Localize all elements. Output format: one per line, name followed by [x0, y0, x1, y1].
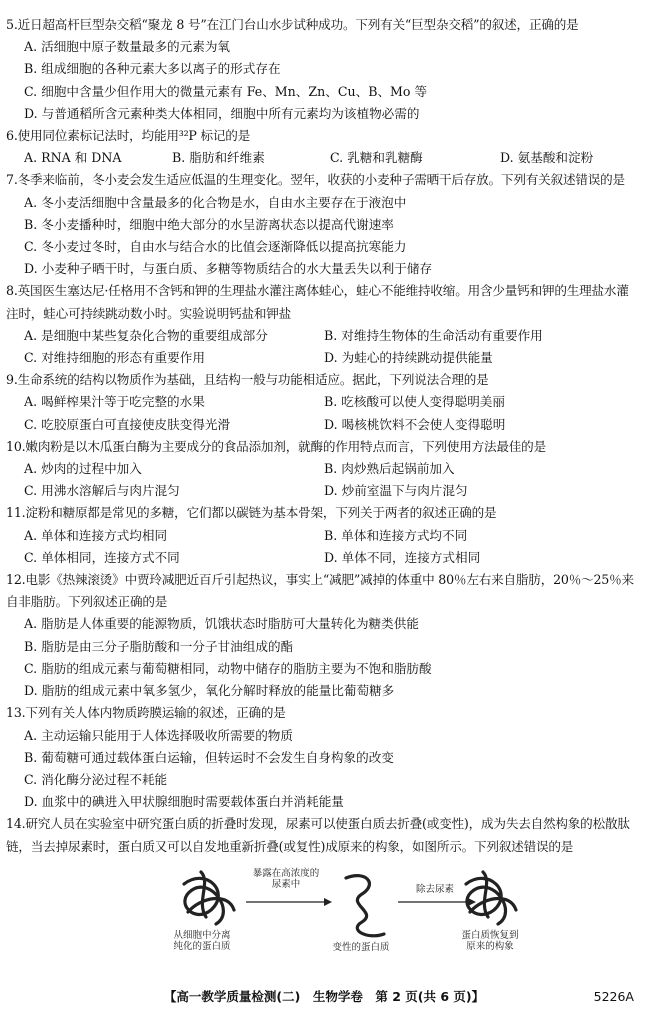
- option-a: A. 主动运输只能用于人体选择吸收所需要的物质: [24, 727, 293, 743]
- option-c: C. 吃胶原蛋白可直接使皮肤变得光滑: [24, 416, 231, 432]
- question-11: [6, 502, 638, 569]
- label-remove-urea: 除去尿素: [415, 883, 454, 895]
- option-b: B. 吃核酸可以使人变得聪明美丽: [324, 394, 505, 410]
- option-row: [6, 391, 638, 413]
- question-stem: 5.近日超高杆巨型杂交稻“聚龙 8 号”在江门台山水步试种成功。下列有关“巨型杂交稻”的叙述，正确的是: [6, 17, 579, 32]
- refolded-protein-right: [466, 872, 516, 924]
- option-a: A. 活细胞中原子数量最多的元素为氧: [24, 39, 231, 55]
- question-14: [6, 813, 638, 857]
- option-row: [6, 347, 638, 369]
- question-stem: 6.使用同位素标记法时，均能用³²P 标记的是: [6, 128, 251, 144]
- arrow-2-head: [468, 898, 476, 906]
- question-stem: 12.电影《热辣滚烫》中贾玲减肥近百斤引起热议，事实上“减肥”减掉的体重中 80％左右来自脂肪，20％～25％来自非脂肪。下列叙述正确的是: [6, 572, 634, 610]
- option-d: D. 与普通稻所含元素种类大体相同，细胞中所有元素均为该植物必需的: [24, 105, 420, 121]
- folded-protein-left: [184, 872, 234, 924]
- option-c: C. 用沸水溶解后与肉片混匀: [24, 483, 180, 499]
- option-c: C. 消化酶分泌过程不耗能: [24, 771, 168, 787]
- option-row: [6, 147, 638, 169]
- option-a: A. 是细胞中某些复杂化合物的重要组成部分: [24, 327, 268, 343]
- question-6: [6, 125, 638, 169]
- question-7: [6, 169, 638, 280]
- option-a: A. RNA 和 DNA: [24, 150, 122, 166]
- option-row: [6, 458, 638, 480]
- option-c: C. 冬小麦过冬时，自由水与结合水的比值会逐渐降低以提高抗寒能力: [24, 239, 407, 255]
- option-d: D. 为蛙心的持续跳动提供能量: [324, 350, 493, 366]
- footer-title: 【高一教学质量检测(二) 生物学卷 第 2 页(共 6 页)】: [163, 989, 485, 1004]
- option-row: [6, 325, 638, 347]
- denatured-protein-chain: [346, 875, 384, 935]
- label-restored-protein: 蛋白质恢复到原来的构象: [461, 929, 519, 952]
- label-isolated-protein: 从细胞中分离纯化的蛋白质: [173, 929, 231, 952]
- footer-code: 5226A: [593, 989, 634, 1004]
- option-c: C. 细胞中含量少但作用大的微量元素有 Fe、Mn、Zn、Cu、B、Mo 等: [24, 83, 428, 99]
- question-13: [6, 702, 638, 813]
- option-row: [6, 547, 638, 569]
- option-c: C. 脂肪的组成元素与葡萄糖相同，动物中储存的脂肪主要为不饱和脂肪酸: [24, 660, 432, 676]
- question-10: [6, 436, 638, 503]
- option-c: C. 乳糖和乳糖酶: [330, 150, 423, 166]
- label-denatured-protein: 变性的蛋白质: [332, 941, 390, 953]
- question-9: [6, 369, 638, 436]
- protein-folding-figure: [6, 862, 638, 957]
- option-a: A. 脂肪是人体重要的能源物质，饥饿状态时脂肪可大量转化为糖类供能: [24, 616, 419, 632]
- figure-drawing: [6, 862, 638, 957]
- question-12: [6, 569, 638, 702]
- option-d: D. 炒前室温下与肉片混匀: [324, 483, 468, 499]
- option-b: B. 葡萄糖可通过载体蛋白运输，但转运时不会发生自身构象的改变: [24, 749, 394, 765]
- question-list: [6, 14, 638, 957]
- option-c: C. 单体相同，连接方式不同: [24, 549, 180, 565]
- question-stem: 10.嫩肉粉是以木瓜蛋白酶为主要成分的食品添加剂，就酶的作用特点而言，下列使用方法最佳的是: [6, 438, 546, 454]
- option-b: B. 组成细胞的各种元素大多以离子的形式存在: [24, 61, 281, 77]
- option-d: D. 血浆中的碘进入甲状腺细胞时需要载体蛋白并消耗能量: [24, 794, 344, 810]
- question-5: [6, 14, 638, 125]
- page-footer: [0, 986, 648, 1008]
- label-urea-exposure: 暴露在高浓度的尿素中: [252, 867, 320, 890]
- option-row: [6, 414, 638, 436]
- question-stem: 11.淀粉和糖原都是常见的多糖，它们都以碳链为基本骨架，下列关于两者的叙述正确的是: [6, 505, 497, 521]
- question-stem: 14.研究人员在实验室中研究蛋白质的折叠时发现，尿素可以使蛋白质去折叠(或变性)，成为失去自然构象的松散肽链，当去掉尿素时，蛋白质又可以自发地重新折叠(或复性)成原来的构象，如图所示。下列叙述错误的是: [6, 816, 630, 854]
- arrow-1-head: [324, 898, 332, 906]
- option-row: [6, 480, 638, 502]
- option-d: D. 喝核桃饮料不会使人变得聪明: [324, 416, 506, 432]
- option-b: B. 脂肪是由三分子脂肪酸和一分子甘油组成的酯: [24, 638, 294, 654]
- option-c: C. 对维持细胞的形态有重要作用: [24, 350, 205, 366]
- option-b: B. 脂肪和纤维素: [172, 150, 265, 166]
- option-b: B. 单体和连接方式均不同: [324, 527, 468, 543]
- option-b: B. 对维持生物体的生命活动有重要作用: [324, 327, 543, 343]
- option-a: A. 单体和连接方式均相同: [24, 527, 168, 543]
- option-d: D. 单体不同，连接方式相同: [324, 549, 481, 565]
- question-stem: 13.下列有关人体内物质跨膜运输的叙述，正确的是: [6, 705, 286, 721]
- question-stem: 8.英国医生塞达尼·任格用不含钙和钾的生理盐水灌注离体蛙心，蛙心不能维持收缩。用含少量钙和钾的生理盐水灌注时，蛙心可持续跳动数小时。实验说明钙盐和钾盐: [6, 283, 629, 321]
- option-a: A. 炒肉的过程中加入: [24, 461, 142, 477]
- option-d: D. 氨基酸和淀粉: [500, 150, 594, 166]
- option-d: D. 小麦种子晒干时，与蛋白质、多糖等物质结合的水大量丢失以利于储存: [24, 261, 433, 277]
- question-8: [6, 280, 638, 369]
- question-stem: 9.生命系统的结构以物质作为基础，且结构一般与功能相适应。据此，下列说法合理的是: [6, 372, 489, 388]
- question-stem: 7.冬季来临前，冬小麦会发生适应低温的生理变化。翌年，收获的小麦种子需晒干后存放。下列有关叙述错误的是: [6, 172, 625, 188]
- option-d: D. 脂肪的组成元素中氧多氢少，氧化分解时释放的能量比葡萄糖多: [24, 683, 395, 699]
- option-row: [6, 525, 638, 547]
- option-b: B. 肉炒熟后起锅前加入: [324, 461, 455, 477]
- option-a: A. 喝鲜榨果汁等于吃完整的水果: [24, 394, 205, 410]
- option-a: A. 冬小麦活细胞中含量最多的化合物是水，自由水主要存在于液泡中: [24, 194, 407, 210]
- option-b: B. 冬小麦播种时，细胞中绝大部分的水呈游离状态以提高代谢速率: [24, 216, 394, 232]
